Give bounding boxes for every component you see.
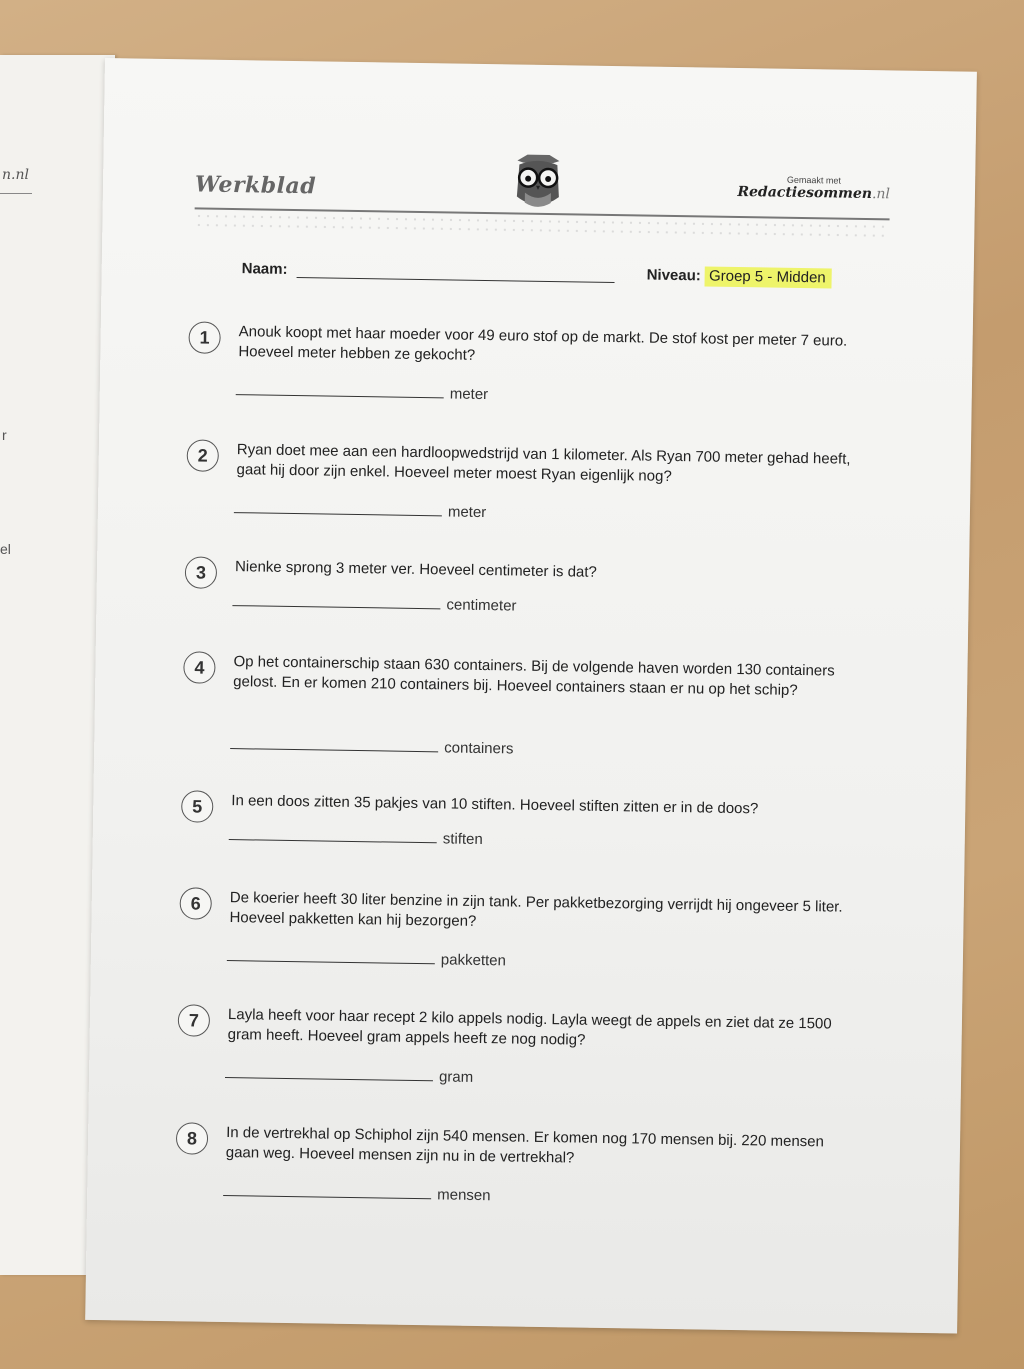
level-info — [647, 267, 832, 287]
answer-unit: mensen — [437, 1186, 491, 1205]
question-text: In een doos zitten 35 pakjes van 10 stiften. Hoeveel stiften zitten er in de doos? — [231, 792, 759, 818]
brand-tld: .nl — [871, 186, 891, 203]
question-number: 4 — [183, 651, 215, 683]
owl-with-glasses-icon — [507, 152, 570, 215]
answer-unit: gram — [438, 1068, 474, 1086]
worksheet-header — [194, 161, 890, 230]
made-with-label: Gemaakt met — [786, 174, 841, 186]
answer-line — [234, 512, 442, 516]
name-field-line — [297, 277, 615, 283]
question-text: In de vertrekhal op Schiphol zijn 540 mensen. Er komen nog 170 mensen bij. 220 mensen gaan weg. Hoeveel mensen zijn nu in de vertrekhal? — [225, 1124, 825, 1167]
worksheet-page — [85, 58, 977, 1334]
worksheet-title: Werkblad — [194, 171, 317, 200]
brand-block — [737, 174, 890, 202]
question-item — [189, 321, 848, 404]
question-item — [180, 887, 843, 970]
answer-unit: containers — [444, 739, 514, 758]
question-text: Ryan doet mee aan een hardloopwedstrijd van 1 kilometer. Als Ryan 700 meter gehad heeft, gaat hij door zijn enkel. Hoeveel meter moest Ryan eigenlijk nog? — [236, 441, 851, 485]
question-item — [176, 1122, 825, 1205]
answer-unit: meter — [449, 385, 489, 404]
question-number: 6 — [179, 887, 211, 919]
background-brand-fragment: n.nl — [2, 167, 29, 183]
question-number: 7 — [178, 1004, 210, 1036]
answer-unit: pakketten — [440, 951, 507, 970]
question-text: De koerier heeft 30 liter benzine in zijn tank. Per pakketbezorging verrijdt hij ongeveer 5 liter. Hoeveel pakketten kan hij bezorgen? — [229, 889, 843, 930]
answer-unit: meter — [447, 503, 487, 522]
student-info-row — [241, 260, 861, 300]
answer-unit: centimeter — [446, 596, 517, 615]
answer-line — [232, 605, 440, 609]
question-item — [185, 556, 825, 615]
answer-line — [236, 394, 444, 398]
answer-line — [223, 1195, 431, 1199]
question-item — [187, 439, 851, 522]
question-number: 3 — [185, 556, 217, 588]
question-number: 2 — [187, 439, 219, 471]
question-number: 5 — [181, 790, 213, 822]
brand-logo — [737, 184, 890, 202]
level-value: Groep 5 - Midden — [705, 266, 832, 288]
name-label: Naam: — [241, 260, 288, 278]
answer-line — [225, 1077, 433, 1081]
question-text: Nienke sprong 3 meter ver. Hoeveel centimeter is dat? — [234, 558, 597, 581]
answer-line — [227, 960, 435, 964]
question-text: Anouk koopt met haar moeder voor 49 euro stof op de markt. De stof kost per meter 7 euro. Hoeveel meter hebben ze gekocht? — [238, 323, 848, 364]
answer-line — [230, 748, 438, 752]
question-text: Op het containerschip staan 630 containers. Bij de volgende haven worden 130 containers gelost. En er komen 210 containers bij. Hoeveel containers staan er nu op het schip? — [233, 653, 835, 699]
question-item — [182, 790, 822, 849]
question-item — [178, 1004, 832, 1086]
answer-line — [229, 839, 437, 843]
header-dot-pattern — [194, 211, 889, 238]
level-label: Niveau: — [646, 266, 701, 285]
brand-name: Redactiesommen — [737, 183, 873, 203]
question-item — [184, 651, 835, 758]
background-text-fragment: el — [0, 541, 11, 557]
background-text-fragment: r — [2, 427, 7, 443]
question-text: Layla heeft voor haar recept 2 kilo appels nodig. Layla weegt de appels en ziet dat ze 1500 gram heeft. Hoeveel gram appels heeft ze nog nodig? — [227, 1006, 832, 1049]
question-number: 8 — [176, 1122, 208, 1154]
background-rule — [0, 193, 32, 194]
question-number: 1 — [188, 321, 220, 353]
answer-unit: stiften — [442, 830, 483, 849]
